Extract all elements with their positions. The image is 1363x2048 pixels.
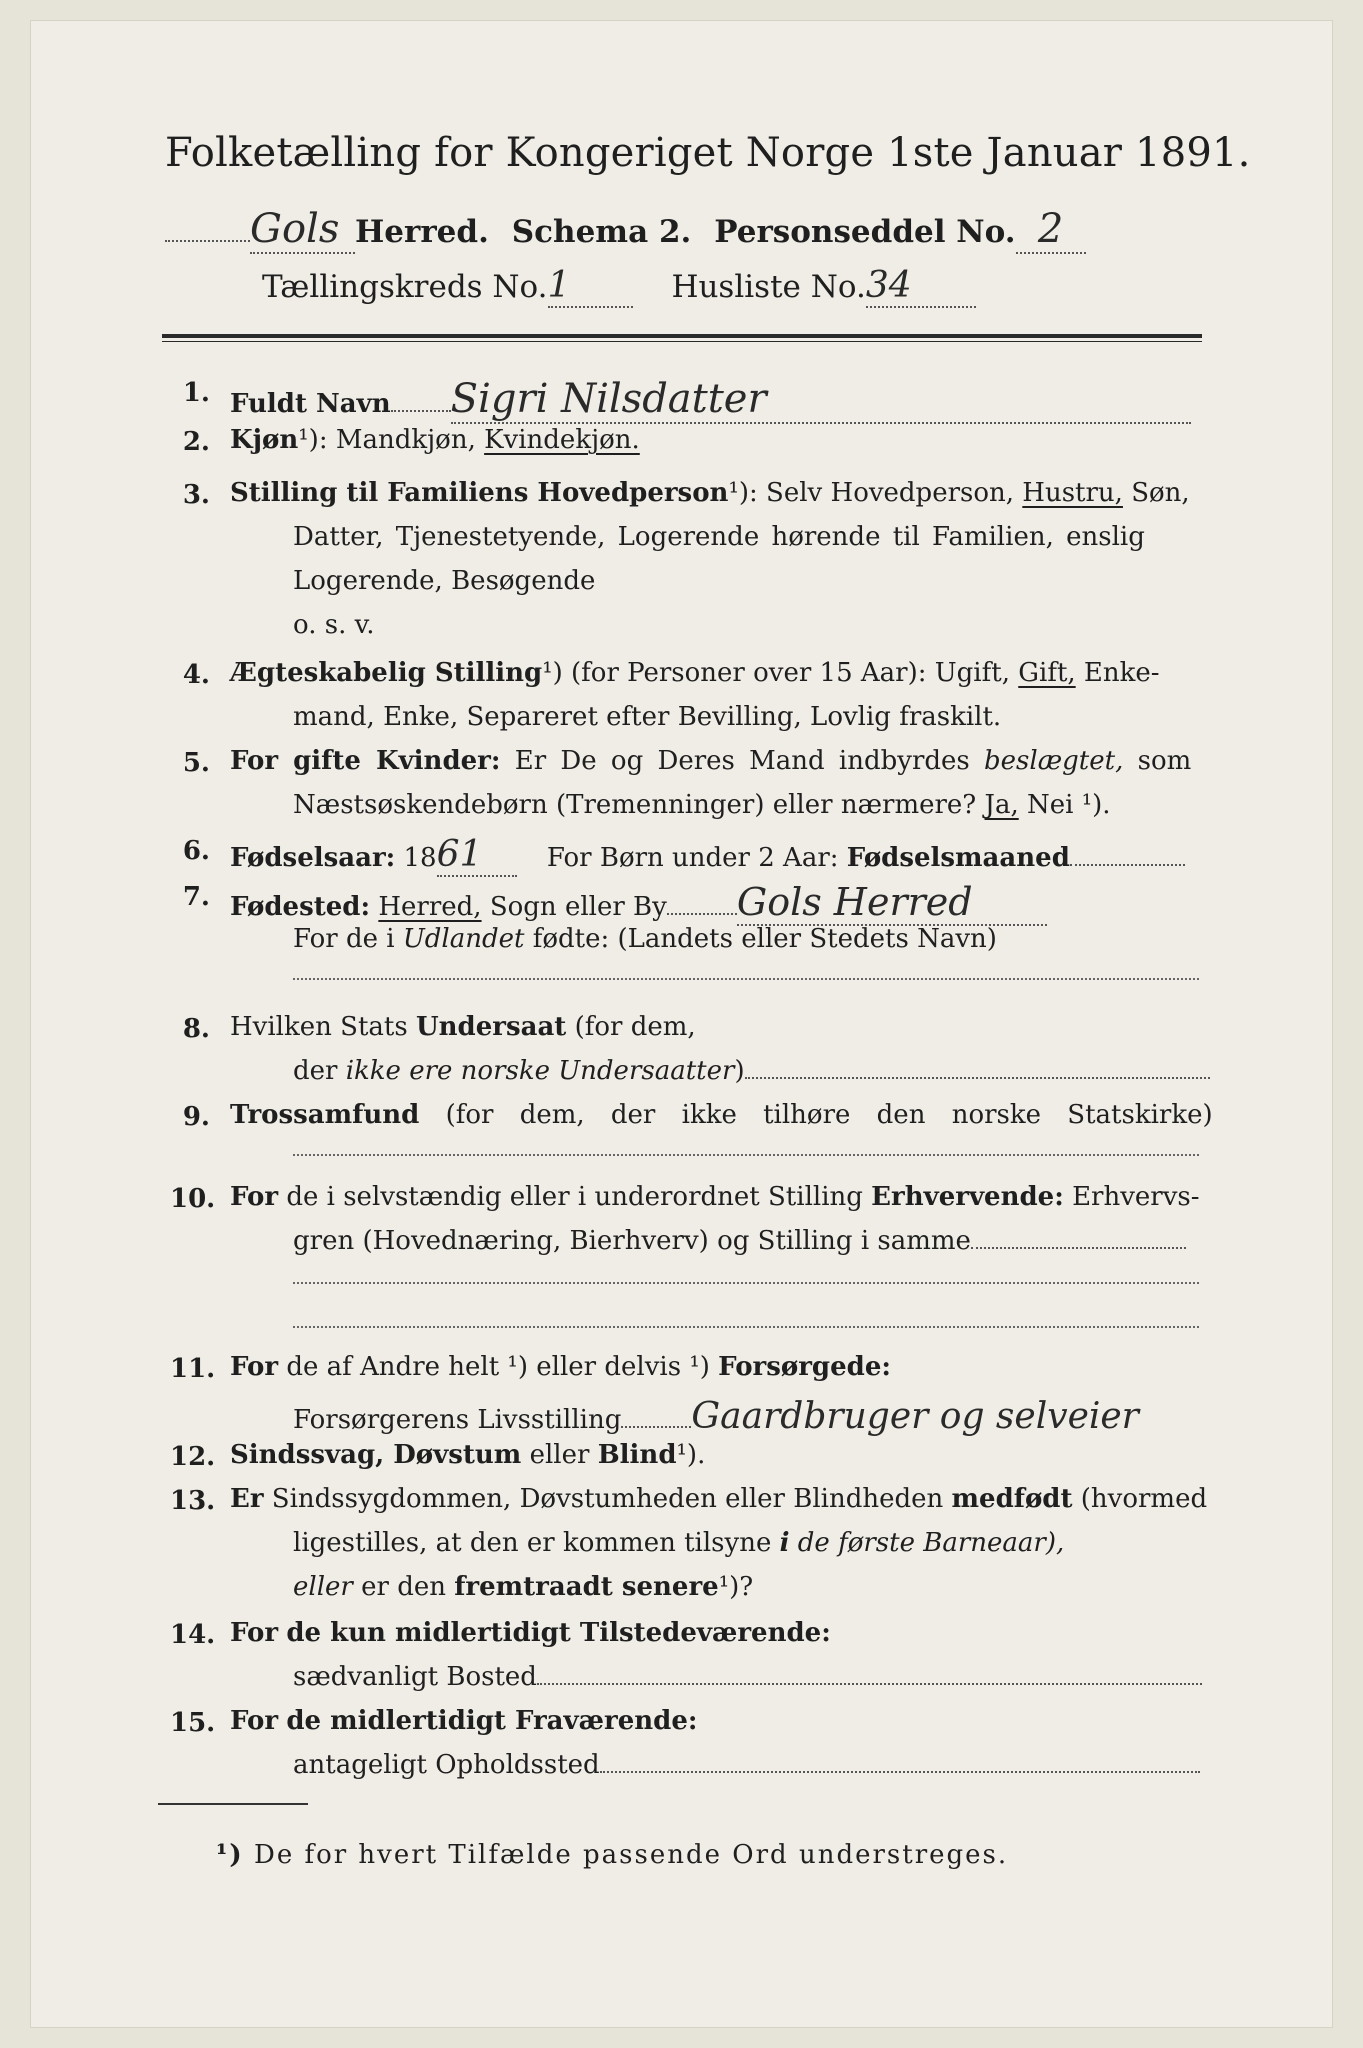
q9-label: Trossamfund — [230, 1100, 420, 1130]
q7-line-2: For de i Udlandet fødte: (Landets eller Stedets Navn) — [293, 924, 997, 954]
husliste-value: 34 — [866, 265, 976, 308]
husliste-label: Husliste No. — [671, 269, 866, 305]
q13-number: 13. — [170, 1486, 216, 1516]
kreds-line — [262, 265, 976, 308]
q10-blank-line-2 — [293, 1326, 1199, 1328]
q14-line-1: For de kun midlertidigt Tilstedeværende: — [230, 1618, 831, 1648]
q10-number: 10. — [170, 1184, 216, 1214]
form-title: Folketælling for Kongeriget Norge 1ste Januar 1891. — [165, 130, 1251, 176]
q7-label: Fødested: — [230, 892, 371, 922]
herred-line — [165, 206, 1086, 254]
q7-line-1: Fødested: Herred, Sogn eller By Gols Herred — [230, 880, 1047, 926]
q8-label: Undersaat — [415, 1012, 567, 1042]
q7-blank-line — [293, 978, 1199, 980]
q6-value: 61 — [437, 834, 517, 877]
q1-line — [230, 376, 1191, 424]
q8-line-2: der ikke ere norske Undersaatter) — [293, 1056, 1210, 1086]
header-rule-thick — [162, 334, 1202, 338]
herred-label: Herred. — [355, 214, 489, 250]
header-rule-thin — [162, 341, 1202, 342]
personseddel-value: 2 — [1016, 206, 1086, 254]
q11-value: Gaardbruger og selveier — [691, 1396, 1139, 1437]
q3-label: Stilling til Familiens Hovedperson — [230, 478, 729, 508]
q2-label: Kjøn — [230, 425, 299, 455]
footnote-text: De for hvert Tilfælde passende Ord understreges. — [253, 1840, 1009, 1870]
q3-line-1: Stilling til Familiens Hovedperson¹): Selv Hovedperson, Hustru, Søn, — [230, 478, 1190, 508]
q3-line-4: o. s. v. — [293, 610, 375, 640]
q8-number: 8. — [182, 1014, 210, 1044]
q7-selected-herred: Herred, — [378, 892, 482, 922]
q10-blank-line-1 — [293, 1282, 1199, 1284]
q9-number: 9. — [182, 1102, 210, 1132]
q15-line-2: antageligt Opholdssted — [293, 1750, 1200, 1780]
q4-line-2: mand, Enke, Separeret efter Bevilling, Lovlig fraskilt. — [293, 702, 1002, 732]
q7-number: 7. — [182, 882, 210, 912]
q1-value: Sigri Nilsdatter — [451, 376, 1191, 424]
q9-line: Trossamfund (for dem, der ikke tilhøre den norske Statskirke) — [230, 1100, 1213, 1130]
q4-selected-gift: Gift, — [1018, 658, 1076, 688]
census-form — [30, 20, 1333, 2028]
q6-line: Fødselsaar: 1861 For Børn under 2 Aar: Fødselsmaaned — [230, 834, 1185, 877]
q13-line-1: Er Sindssygdommen, Døvstumheden eller Blindheden medfødt (hvormed — [230, 1484, 1208, 1514]
q12-number: 12. — [170, 1442, 216, 1472]
q12-line: Sindssvag, Døvstum eller Blind¹). — [230, 1440, 706, 1470]
q4-line-1: Ægteskabelig Stilling¹) (for Personer over 15 Aar): Ugift, Gift, Enke- — [230, 658, 1160, 688]
q11-number: 11. — [170, 1354, 216, 1384]
q4-number: 4. — [182, 660, 210, 690]
personseddel-label: Personseddel No. — [714, 214, 1016, 250]
q11-line-1: For de af Andre helt ¹) eller delvis ¹) Forsørgede: — [230, 1352, 891, 1382]
q11-label: Forsørgede: — [718, 1352, 891, 1382]
q13-line-2: ligestilles, at den er kommen tilsyne i de første Barneaar), — [293, 1528, 1065, 1558]
q3-line-3: Logerende, Besøgende — [293, 566, 596, 596]
q13-line-3: eller er den fremtraadt senere¹)? — [293, 1572, 754, 1602]
q11-line-2: Forsørgerens Livsstilling Gaardbruger og selveier — [293, 1396, 1139, 1437]
q8-line-1: Hvilken Stats Undersaat (for dem, — [230, 1012, 696, 1042]
q7-value: Gols Herred — [737, 880, 1047, 926]
kreds-value: 1 — [548, 265, 633, 308]
q1-number: 1. — [182, 378, 210, 408]
kreds-label: Tællingskreds No. — [262, 269, 548, 305]
q3-selected-hustru: Hustru, — [1022, 478, 1123, 508]
q5-label: For gifte Kvinder: — [230, 746, 501, 776]
q14-number: 14. — [170, 1620, 216, 1650]
q10-line-2: gren (Hovednæring, Bierhverv) og Stilling i samme — [293, 1226, 1186, 1256]
q5-line-1: For gifte Kvinder: Er De og Deres Mand indbyrdes beslægtet, som — [230, 746, 1192, 776]
q5-number: 5. — [182, 748, 210, 778]
q9-blank-line — [293, 1154, 1199, 1156]
q6-number: 6. — [182, 836, 210, 866]
q2-line: Kjøn¹): Mandkjøn, Kvindekjøn. — [230, 425, 640, 455]
schema-label: Schema 2. — [511, 214, 692, 250]
q12-label: Sindssvag, Døvstum — [230, 1440, 522, 1470]
q3-line-2: Datter, Tjenestetyende, Logerende hørende til Familien, enslig — [293, 522, 1145, 552]
q2-option-male: Mandkjøn, — [335, 425, 476, 455]
q13-label: medfødt — [951, 1484, 1073, 1514]
q10-label: Erhvervende: — [871, 1182, 1064, 1212]
q10-line-1: For de i selvstændig eller i underordnet Stilling Erhvervende: Erhvervs- — [230, 1182, 1200, 1212]
q2-option-female: Kvindekjøn. — [484, 425, 640, 455]
q2-number: 2. — [182, 427, 210, 457]
q1-label: Fuldt Navn — [230, 389, 391, 419]
q3-number: 3. — [182, 480, 210, 510]
q5-selected-ja: Ja, — [984, 790, 1019, 820]
q15-number: 15. — [170, 1708, 216, 1738]
q4-label: Ægteskabelig Stilling — [230, 658, 543, 688]
q15-label: de midlertidigt Fraværende: — [286, 1706, 698, 1736]
herred-value: Gols — [250, 206, 355, 254]
footnote-rule — [158, 1803, 308, 1805]
q15-line-1: For de midlertidigt Fraværende: — [230, 1706, 698, 1736]
q14-label: de kun midlertidigt Tilstedeværende: — [286, 1618, 831, 1648]
q6-label: Fødselsaar: — [230, 843, 396, 873]
footnote: ¹) De for hvert Tilfælde passende Ord understreges. — [216, 1840, 1009, 1870]
q5-line-2: Næstsøskendebørn (Tremenninger) eller nærmere? Ja, Nei ¹). — [293, 790, 1111, 820]
q14-line-2: sædvanligt Bosted — [293, 1662, 1202, 1692]
